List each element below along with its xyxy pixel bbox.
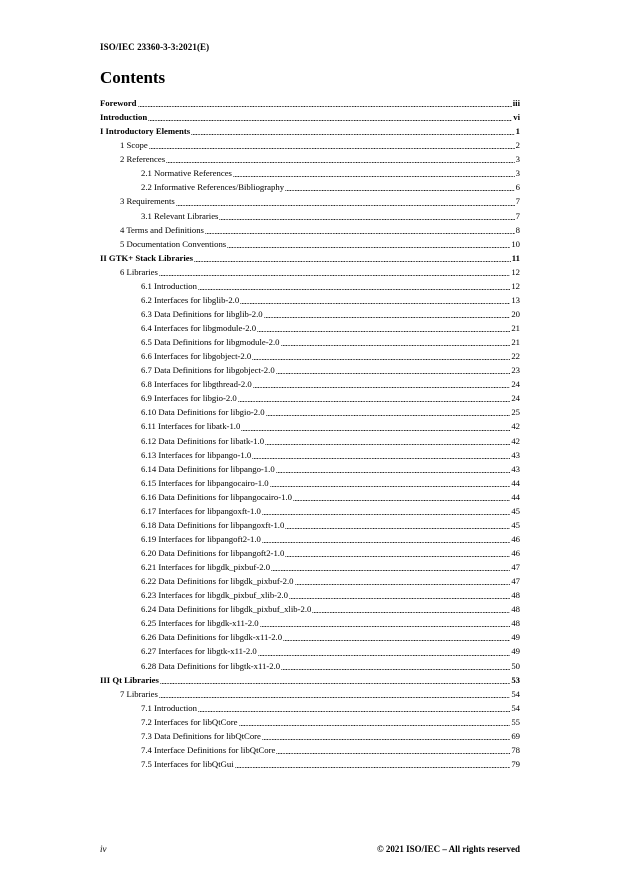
toc-entry-label: 5 Documentation Conventions bbox=[120, 238, 227, 249]
toc-entry-label: 6.15 Interfaces for libpangocairo-1.0 bbox=[141, 477, 269, 488]
toc-entry-page: 1 bbox=[515, 126, 520, 137]
toc-entry-page: 48 bbox=[511, 590, 520, 601]
toc-entry-label: 7.4 Interface Definitions for libQtCore bbox=[141, 744, 276, 755]
document-header: ISO/IEC 23360-3-3:2021(E) bbox=[100, 42, 210, 52]
toc-entry-label: Foreword bbox=[100, 98, 137, 108]
toc-entry-label: 6.5 Data Definitions for libgmodule-2.0 bbox=[141, 337, 280, 348]
toc-entry-label: 1 Scope bbox=[120, 140, 148, 151]
toc-entry[interactable] bbox=[100, 476, 520, 490]
toc-entry[interactable] bbox=[100, 546, 520, 560]
toc-dot-leader bbox=[238, 401, 511, 402]
toc-dot-leader bbox=[289, 598, 510, 599]
toc-entry-page: 53 bbox=[511, 674, 520, 685]
toc-dot-leader bbox=[283, 640, 510, 641]
toc-entry-label: 6.22 Data Definitions for libgdk_pixbuf-2.0 bbox=[141, 576, 294, 587]
toc-entry-page: 43 bbox=[511, 449, 520, 460]
toc-dot-leader bbox=[252, 359, 510, 360]
toc-entry-label: 6.1 Introduction bbox=[141, 280, 197, 291]
toc-entry-page: 12 bbox=[511, 266, 520, 277]
toc-entry[interactable] bbox=[100, 616, 520, 630]
toc-dot-leader bbox=[159, 697, 510, 698]
footer-copyright: © 2021 ISO/IEC – All rights reserved bbox=[376, 844, 520, 854]
toc-entry-page: 21 bbox=[511, 337, 520, 348]
toc-entry-label: 6.19 Interfaces for libpangoft2-1.0 bbox=[141, 533, 261, 544]
toc-entry-label: 6.12 Data Definitions for libatk-1.0 bbox=[141, 435, 265, 446]
toc-entry-page: 6 bbox=[515, 182, 520, 193]
toc-entry-label: 6.16 Data Definitions for libpangocairo-1.0 bbox=[141, 491, 293, 502]
toc-dot-leader bbox=[227, 247, 510, 248]
toc-entry[interactable] bbox=[100, 532, 520, 546]
toc-entry[interactable] bbox=[100, 321, 520, 335]
toc-entry[interactable] bbox=[100, 237, 520, 251]
toc-dot-leader bbox=[285, 528, 510, 529]
toc-entry[interactable] bbox=[100, 335, 520, 349]
toc-dot-leader bbox=[266, 415, 511, 416]
toc-entry[interactable] bbox=[100, 588, 520, 602]
toc-entry[interactable] bbox=[100, 687, 520, 701]
toc-entry[interactable] bbox=[100, 391, 520, 405]
toc-entry-label: 6.6 Interfaces for libgobject-2.0 bbox=[141, 351, 252, 362]
toc-entry-label: 7 Libraries bbox=[120, 688, 158, 699]
toc-entry-page: 54 bbox=[511, 702, 520, 713]
toc-entry-page: 20 bbox=[511, 308, 520, 319]
toc-dot-leader bbox=[270, 486, 511, 487]
toc-entry-label: 6.9 Interfaces for libgio-2.0 bbox=[141, 393, 237, 404]
toc-entry-page: 54 bbox=[511, 688, 520, 699]
toc-entry-label: 6.3 Data Definitions for libglib-2.0 bbox=[141, 308, 263, 319]
toc-dot-leader bbox=[159, 275, 510, 276]
toc-entry-page: iii bbox=[512, 98, 520, 108]
toc-dot-leader bbox=[194, 261, 511, 262]
toc-dot-leader bbox=[166, 162, 515, 163]
toc-entry[interactable] bbox=[100, 602, 520, 616]
toc-entry-label: III Qt Libraries bbox=[100, 674, 159, 685]
toc-entry[interactable] bbox=[100, 405, 520, 419]
toc-entry-page: 49 bbox=[511, 632, 520, 643]
toc-entry-page: 24 bbox=[511, 379, 520, 390]
toc-entry-page: 21 bbox=[511, 323, 520, 333]
toc-entry-page: 46 bbox=[511, 533, 520, 544]
toc-entry[interactable] bbox=[100, 630, 520, 644]
toc-entry-label: 6.23 Interfaces for libgdk_pixbuf_xlib-2.0 bbox=[141, 590, 288, 601]
toc-entry[interactable] bbox=[100, 701, 520, 715]
toc-entry-page: 44 bbox=[511, 477, 520, 488]
toc-entry[interactable] bbox=[100, 138, 520, 152]
toc-entry-page: 50 bbox=[511, 660, 520, 671]
toc-entry-label: 6.26 Data Definitions for libgdk-x11-2.0 bbox=[141, 632, 283, 643]
toc-dot-leader bbox=[276, 472, 511, 473]
toc-entry[interactable] bbox=[100, 180, 520, 194]
toc-entry-label: 6.13 Interfaces for libpango-1.0 bbox=[141, 449, 252, 460]
toc-entry[interactable] bbox=[100, 715, 520, 729]
toc-dot-leader bbox=[198, 711, 510, 712]
toc-entry-page: 48 bbox=[511, 618, 520, 629]
toc-entry[interactable] bbox=[100, 673, 520, 687]
toc-entry-label: 7.3 Data Definitions for libQtCore bbox=[141, 730, 261, 741]
toc-dot-leader bbox=[198, 289, 510, 290]
toc-entry-page: 47 bbox=[511, 576, 520, 587]
toc-dot-leader bbox=[257, 331, 510, 332]
toc-dot-leader bbox=[191, 134, 515, 135]
toc-entry-label: 6.8 Interfaces for libgthread-2.0 bbox=[141, 379, 252, 390]
toc-entry-page: 46 bbox=[511, 548, 520, 558]
toc-dot-leader bbox=[233, 176, 515, 177]
toc-dot-leader bbox=[262, 514, 510, 515]
toc-entry[interactable] bbox=[100, 419, 520, 433]
toc-entry[interactable] bbox=[100, 279, 520, 293]
toc-dot-leader bbox=[219, 219, 514, 220]
toc-entry-label: 2 References bbox=[120, 154, 166, 165]
toc-entry-page: 42 bbox=[511, 435, 520, 446]
toc-entry[interactable] bbox=[100, 194, 520, 208]
toc-entry-page: 43 bbox=[511, 463, 520, 474]
toc-entry-label: 7.1 Introduction bbox=[141, 702, 197, 713]
toc-entry[interactable] bbox=[100, 518, 520, 532]
toc-entry-label: 2.1 Normative References bbox=[141, 168, 232, 179]
toc-dot-leader bbox=[312, 612, 510, 613]
toc-dot-leader bbox=[281, 669, 510, 670]
toc-entry-page: 42 bbox=[511, 421, 520, 432]
toc-dot-leader bbox=[260, 626, 511, 627]
toc-entry-page: 25 bbox=[511, 407, 520, 418]
toc-entry-page: 44 bbox=[511, 491, 520, 502]
toc-entry[interactable] bbox=[100, 166, 520, 180]
toc-entry[interactable] bbox=[100, 560, 520, 574]
toc-entry-page: 47 bbox=[511, 562, 520, 573]
toc-entry-label: 7.5 Interfaces for libQtGui bbox=[141, 758, 234, 769]
toc-entry-label: 6.24 Data Definitions for libgdk_pixbuf_xlib-2.0 bbox=[141, 604, 312, 615]
toc-dot-leader bbox=[262, 739, 510, 740]
toc-entry[interactable] bbox=[100, 152, 520, 166]
toc-entry[interactable] bbox=[100, 462, 520, 476]
toc-dot-leader bbox=[241, 430, 510, 431]
page-title: Contents bbox=[100, 68, 166, 87]
toc-entry-label: 3.1 Relevant Libraries bbox=[141, 210, 219, 221]
toc-entry-page: 12 bbox=[511, 280, 520, 291]
toc-entry-label: 2.2 Informative References/Bibliography bbox=[141, 182, 285, 193]
toc-entry-label: 6.14 Data Definitions for libpango-1.0 bbox=[141, 463, 275, 474]
toc-entry-page: 69 bbox=[511, 730, 520, 741]
toc-entry[interactable] bbox=[100, 265, 520, 279]
toc-entry-page: 8 bbox=[515, 224, 520, 235]
toc-entry-label: 6.28 Data Definitions for libgtk-x11-2.0 bbox=[141, 660, 281, 671]
toc-dot-leader bbox=[285, 556, 510, 557]
toc-entry[interactable] bbox=[100, 490, 520, 504]
toc-entry-label: 6.20 Data Definitions for libpangoft2-1.0 bbox=[141, 548, 285, 558]
toc-entry[interactable] bbox=[100, 448, 520, 462]
toc-entry-label: 6.2 Interfaces for libglib-2.0 bbox=[141, 294, 240, 305]
toc-entry-page: 7 bbox=[515, 210, 520, 221]
toc-entry[interactable] bbox=[100, 96, 520, 110]
toc-entry-page: 78 bbox=[511, 744, 520, 755]
toc-dot-leader bbox=[176, 205, 515, 206]
toc-entry-label: 7.2 Interfaces for libQtCore bbox=[141, 716, 238, 727]
toc-entry[interactable] bbox=[100, 729, 520, 743]
toc-entry[interactable] bbox=[100, 349, 520, 363]
toc-entry[interactable] bbox=[100, 307, 520, 321]
toc-entry-label: Introduction bbox=[100, 112, 148, 123]
toc-entry-page: 13 bbox=[511, 294, 520, 305]
toc-dot-leader bbox=[285, 190, 515, 191]
toc-dot-leader bbox=[205, 233, 515, 234]
toc-entry[interactable] bbox=[100, 363, 520, 377]
toc-entry[interactable] bbox=[100, 757, 520, 771]
toc-dot-leader bbox=[253, 387, 511, 388]
toc-dot-leader bbox=[239, 725, 511, 726]
toc-dot-leader bbox=[295, 584, 511, 585]
toc-entry-page: 55 bbox=[511, 716, 520, 727]
toc-entry-label: 6.10 Data Definitions for libgio-2.0 bbox=[141, 407, 265, 418]
toc-dot-leader bbox=[252, 458, 510, 459]
toc-entry-label: 3 Requirements bbox=[120, 196, 175, 207]
toc-entry-label: II GTK+ Stack Libraries bbox=[100, 252, 194, 263]
toc-entry-label: I Introductory Elements bbox=[100, 126, 191, 137]
toc-dot-leader bbox=[149, 148, 515, 149]
toc-dot-leader bbox=[271, 570, 510, 571]
toc-entry[interactable] bbox=[100, 223, 520, 237]
toc-dot-leader bbox=[265, 444, 510, 445]
toc-entry[interactable] bbox=[100, 574, 520, 588]
toc-entry-page: 24 bbox=[511, 393, 520, 404]
toc-dot-leader bbox=[160, 683, 510, 684]
toc-entry-page: 45 bbox=[511, 505, 520, 516]
toc-entry-label: 6.7 Data Definitions for libgobject-2.0 bbox=[141, 365, 275, 376]
toc-entry-page: 23 bbox=[511, 365, 520, 376]
toc-entry-label: 6.18 Data Definitions for libpangoxft-1.0 bbox=[141, 519, 285, 530]
toc-entry-page: 3 bbox=[515, 168, 520, 179]
toc-entry-page: 48 bbox=[511, 604, 520, 615]
toc-entry-label: 6.4 Interfaces for libgmodule-2.0 bbox=[141, 323, 257, 333]
toc-dot-leader bbox=[240, 303, 510, 304]
toc-dot-leader bbox=[258, 655, 511, 656]
toc-entry-page: 10 bbox=[511, 238, 520, 249]
toc-entry-page: 22 bbox=[511, 351, 520, 362]
toc-entry[interactable] bbox=[100, 209, 520, 223]
toc-entry-label: 6.25 Interfaces for libgdk-x11-2.0 bbox=[141, 618, 259, 629]
toc-entry[interactable] bbox=[100, 644, 520, 658]
footer-page-number: iv bbox=[100, 844, 107, 854]
toc-dot-leader bbox=[148, 120, 512, 121]
toc-entry[interactable] bbox=[100, 110, 520, 124]
toc-entry[interactable] bbox=[100, 659, 520, 673]
toc-entry-label: 4 Terms and Definitions bbox=[120, 224, 204, 235]
toc-entry-page: 11 bbox=[511, 252, 520, 263]
toc-entry-page: 7 bbox=[515, 196, 520, 207]
toc-dot-leader bbox=[281, 345, 511, 346]
toc-dot-leader bbox=[293, 500, 510, 501]
toc-entry[interactable] bbox=[100, 504, 520, 518]
toc-entry[interactable] bbox=[100, 434, 520, 448]
toc-entry-page: 45 bbox=[511, 519, 520, 530]
toc-dot-leader bbox=[235, 767, 511, 768]
toc-entry-page: 49 bbox=[511, 646, 520, 657]
toc-entry[interactable] bbox=[100, 377, 520, 391]
toc-entry-page: 3 bbox=[515, 154, 520, 165]
toc-dot-leader bbox=[262, 542, 510, 543]
table-of-contents bbox=[100, 96, 520, 771]
toc-entry[interactable] bbox=[100, 743, 520, 757]
toc-entry[interactable] bbox=[100, 124, 520, 138]
toc-dot-leader bbox=[276, 753, 510, 754]
toc-entry-page: vi bbox=[513, 112, 520, 123]
toc-entry-label: 6.17 Interfaces for libpangoxft-1.0 bbox=[141, 505, 261, 516]
toc-entry-label: 6.27 Interfaces for libgtk-x11-2.0 bbox=[141, 646, 257, 657]
toc-entry-label: 6 Libraries bbox=[120, 266, 158, 277]
toc-entry[interactable] bbox=[100, 293, 520, 307]
toc-dot-leader bbox=[138, 106, 512, 107]
toc-dot-leader bbox=[276, 373, 511, 374]
toc-entry-page: 79 bbox=[511, 758, 520, 769]
toc-entry-label: 6.21 Interfaces for libgdk_pixbuf-2.0 bbox=[141, 562, 271, 573]
toc-dot-leader bbox=[264, 317, 511, 318]
toc-entry-page: 2 bbox=[515, 140, 520, 151]
toc-entry[interactable] bbox=[100, 251, 520, 265]
toc-entry-label: 6.11 Interfaces for libatk-1.0 bbox=[141, 421, 241, 432]
